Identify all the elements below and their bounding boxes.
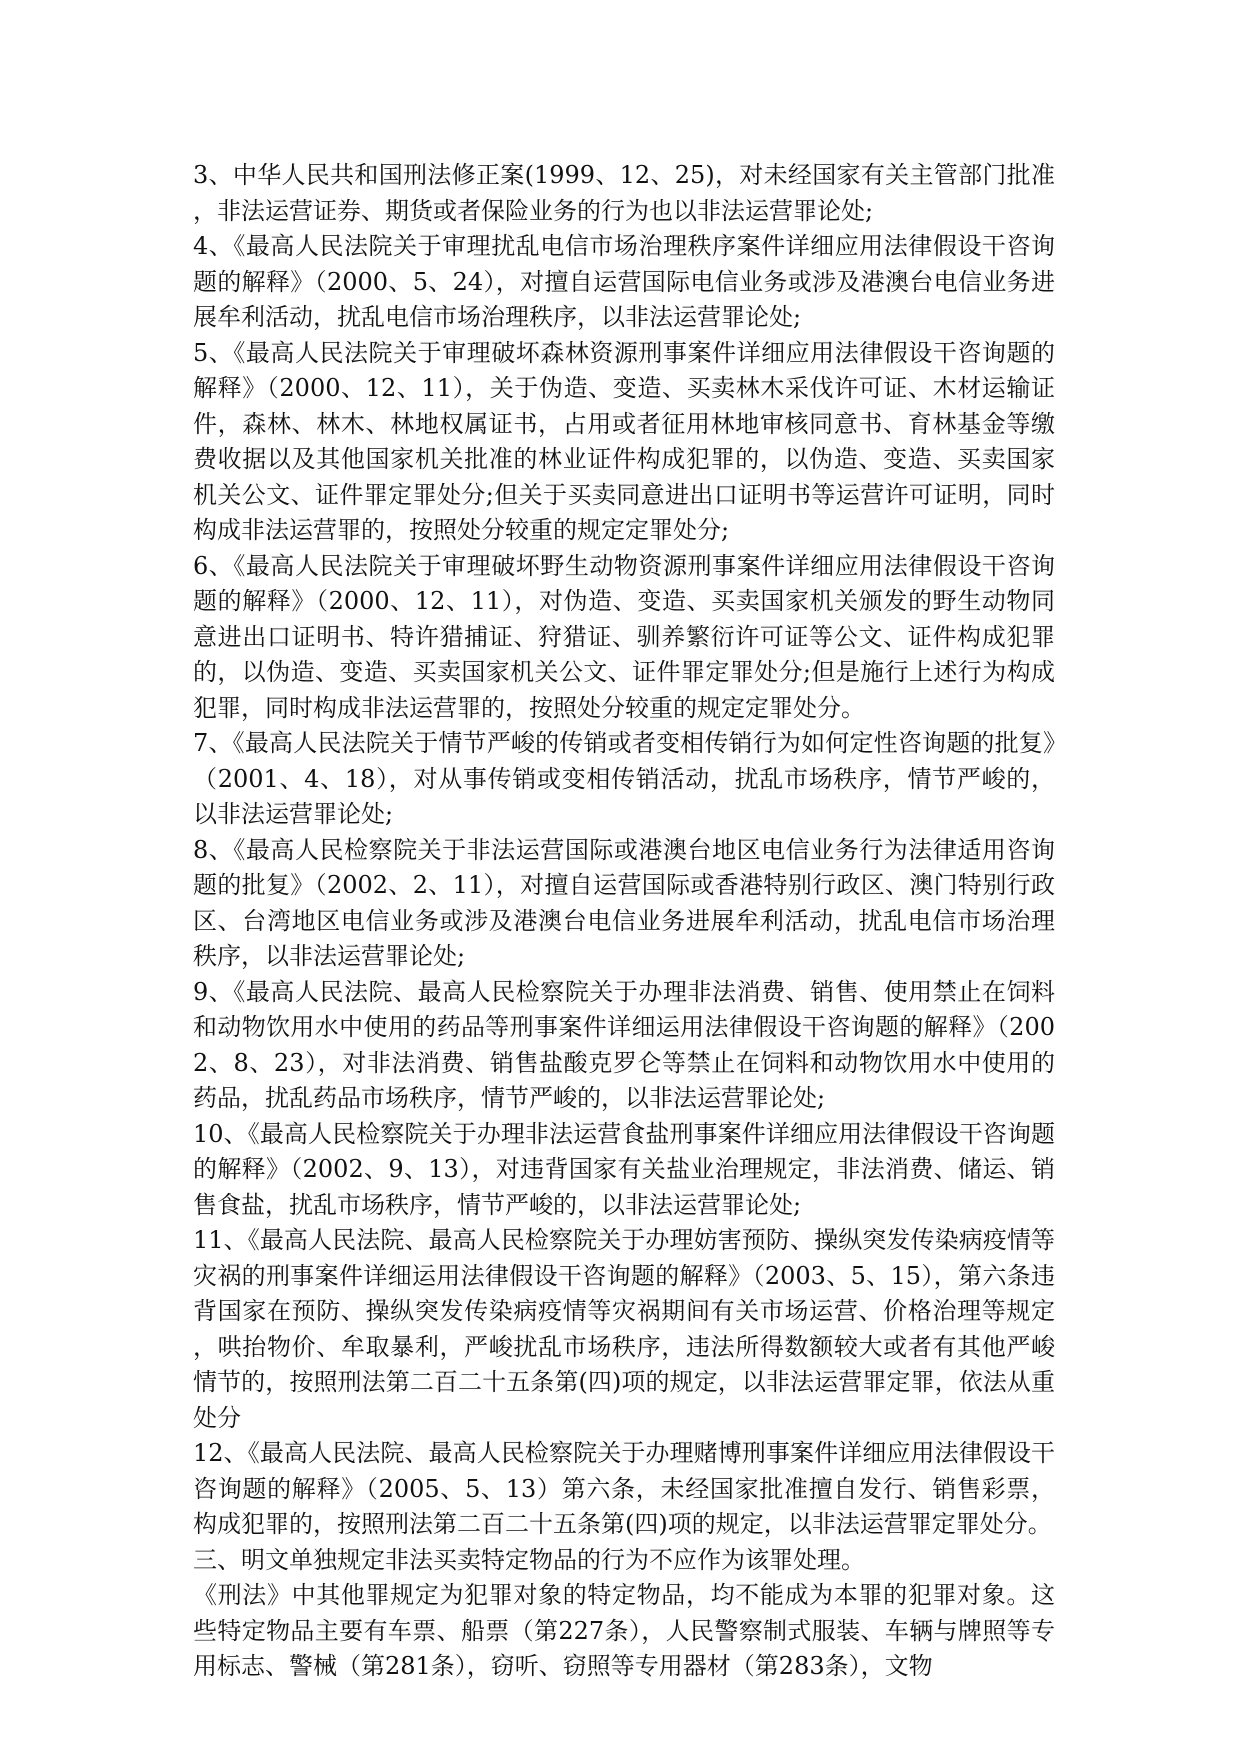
document-page <box>193 158 1055 1685</box>
paragraph-item-11: 11、《最高人民法院、最高人民检察院关于办理妨害预防、操纵突发传染病疫情等灾祸的刑事案件详细运用法律假设干咨询题的解释》（2003、5、15），第六条违背国家在预防、操纵突发传染病疫情等灾祸期间有关市场运营、价格治理等规定，哄抬物价、牟取暴利，严峻扰乱市场秩序，违法所得数额较大或者有其他严峻情节的，按照刑法第二百二十五条第(四)项的规定，以非法运营罪定罪，依法从重处分 <box>193 1226 1055 1432</box>
paragraph-item-9: 9、《最高人民法院、最高人民检察院关于办理非法消费、销售、使用禁止在饲料和动物饮用水中使用的药品等刑事案件详细运用法律假设干咨询题的解释》（2002、8、23），对非法消费、销售盐酸克罗仑等禁止在饲料和动物饮用水中使用的药品，扰乱药品市场秩序，情节严峻的，以非法运营罪论处; <box>193 977 1055 1112</box>
paragraph-item-5: 5、《最高人民法院关于审理破坏森林资源刑事案件详细应用法律假设干咨询题的解释》（2000、12、11），关于伪造、变造、买卖林木采伐许可证、木材运输证件，森林、林木、林地权属证书，占用或者征用林地审核同意书、育林基金等缴费收据以及其他国家机关批准的林业证件构成犯罪的，以伪造、变造、买卖国家机关公文、证件罪定罪处分;但关于买卖同意进出口证明书等运营许可证明，同时构成非法运营罪的，按照处分较重的规定定罪处分; <box>193 338 1055 544</box>
paragraph-item-3: 3、中华人民共和国刑法修正案(1999、12、25)，对未经国家有关主管部门批准，非法运营证券、期货或者保险业务的行为也以非法运营罪论处; <box>193 161 1055 225</box>
paragraph-criminal-law: 《刑法》中其他罪规定为犯罪对象的特定物品，均不能成为本罪的犯罪对象。这些特定物品主要有车票、船票（第227条），人民警察制式服装、车辆与牌照等专用标志、警械（第281条），窃听、窃照等专用器材（第283条），文物 <box>193 1581 1055 1680</box>
paragraph-item-7: 7、《最高人民法院关于情节严峻的传销或者变相传销行为如何定性咨询题的批复》（2001、4、18），对从事传销或变相传销活动，扰乱市场秩序，情节严峻的，以非法运营罪论处; <box>193 729 1055 828</box>
paragraph-item-8: 8、《最高人民检察院关于非法运营国际或港澳台地区电信业务行为法律适用咨询题的批复》（2002、2、11），对擅自运营国际或香港特别行政区、澳门特别行政区、台湾地区电信业务或涉及港澳台电信业务进展牟利活动，扰乱电信市场治理秩序，以非法运营罪论处; <box>193 835 1055 970</box>
paragraph-item-6: 6、《最高人民法院关于审理破坏野生动物资源刑事案件详细应用法律假设干咨询题的解释》（2000、12、11），对伪造、变造、买卖国家机关颁发的野生动物同意进出口证明书、特许猎捕证、狩猎证、驯养繁衍许可证等公文、证件构成犯罪的，以伪造、变造、买卖国家机关公文、证件罪定罪处分;但是施行上述行为构成犯罪，同时构成非法运营罪的，按照处分较重的规定定罪处分。 <box>193 551 1055 722</box>
paragraph-item-10: 10、《最高人民检察院关于办理非法运营食盐刑事案件详细应用法律假设干咨询题的解释》（2002、9、13），对违背国家有关盐业治理规定，非法消费、储运、销售食盐，扰乱市场秩序，情节严峻的，以非法运营罪论处; <box>193 1119 1055 1219</box>
paragraph-item-4: 4、《最高人民法院关于审理扰乱电信市场治理秩序案件详细应用法律假设干咨询题的解释》（2000、5、24），对擅自运营国际电信业务或涉及港澳台电信业务进展牟利活动，扰乱电信市场治理秩序，以非法运营罪论处; <box>193 232 1055 331</box>
section-heading-3: 三、明文单独规定非法买卖特定物品的行为不应作为该罪处理。 <box>193 1545 865 1574</box>
paragraph-item-12: 12、《最高人民法院、最高人民检察院关于办理赌博刑事案件详细应用法律假设干咨询题的解释》（2005、5、13）第六条，未经国家批准擅自发行、销售彩票，构成犯罪的，按照刑法第二百二十五条第(四)项的规定，以非法运营罪定罪处分。 <box>193 1439 1055 1538</box>
